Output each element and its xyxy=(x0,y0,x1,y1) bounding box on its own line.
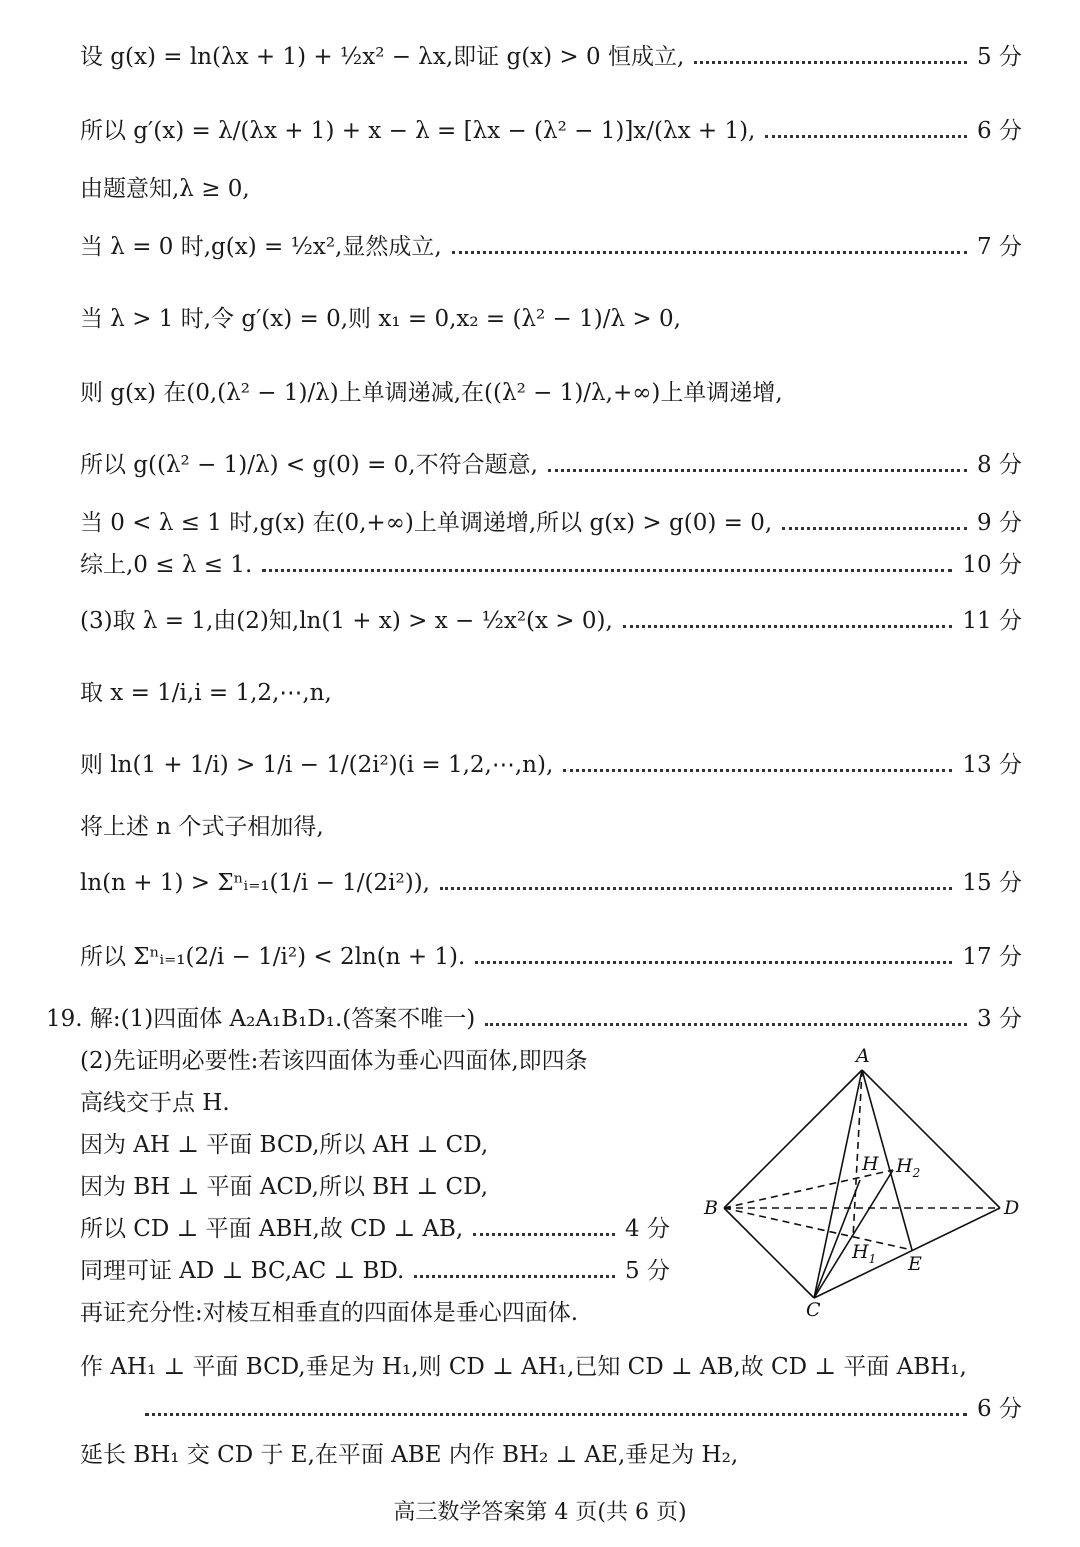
line-text: 因为 AH ⊥ 平面 BCD,所以 AH ⊥ CD, xyxy=(80,1132,489,1158)
answer-line xyxy=(80,304,1022,334)
dot-leader xyxy=(782,525,967,530)
answer-line xyxy=(80,1298,670,1328)
page-footer: 高三数学答案第 4 页(共 6 页) xyxy=(393,1500,687,1525)
segment-BH2 xyxy=(724,1170,893,1208)
line-text: 当 λ > 1 时,令 g′(x) = 0,则 x₁ = 0,x₂ = (λ² − 1)/λ > 0, xyxy=(80,306,681,332)
line-text: 则 g(x) 在(0,(λ² − 1)/λ)上单调递减,在((λ² − 1)/λ,+∞)上单调递增, xyxy=(80,380,783,406)
score-label: 3 分 xyxy=(977,1006,1022,1032)
line-text: 高线交于点 H. xyxy=(80,1090,230,1116)
answer-line xyxy=(80,508,1022,538)
edge-BC xyxy=(724,1208,814,1298)
answer-line xyxy=(80,750,1022,780)
score-label: 6 分 xyxy=(977,118,1022,144)
answer-line xyxy=(80,1440,1022,1470)
line-text: (3)取 λ = 1,由(2)知,ln(1 + x) > x − ½x²(x > 0), xyxy=(80,608,613,634)
line-text: 则 ln(1 + 1/i) > 1/i − 1/(2i²)(i = 1,2,⋯,n), xyxy=(80,752,554,778)
line-text: 所以 CD ⊥ 平面 ABH,故 CD ⊥ AB, xyxy=(80,1216,464,1242)
score-label: 5 分 xyxy=(977,44,1022,70)
score-label: 4 分 xyxy=(625,1216,670,1242)
line-text: 所以 g((λ² − 1)/λ) < g(0) = 0,不符合题意, xyxy=(80,452,538,478)
dot-leader xyxy=(262,567,952,572)
line-text: 再证充分性:对棱互相垂直的四面体是垂心四面体. xyxy=(80,1300,579,1326)
vertex-label-B: B xyxy=(704,1197,718,1219)
answer-line xyxy=(80,1256,670,1286)
answer-line xyxy=(80,1352,1022,1382)
line-text: 由题意知,λ ≥ 0, xyxy=(80,176,250,202)
dot-leader xyxy=(475,959,952,964)
score-label: 11 分 xyxy=(962,608,1022,634)
answer-line xyxy=(80,1214,670,1244)
line-text: 取 x = 1/i,i = 1,2,⋯,n, xyxy=(80,680,332,706)
answer-line xyxy=(80,378,1022,408)
line-text: 因为 BH ⊥ 平面 ACD,所以 BH ⊥ CD, xyxy=(80,1174,489,1200)
line-text: 19. 解:(1)四面体 A₂A₁B₁D₁.(答案不唯一) xyxy=(46,1006,476,1032)
dot-leader xyxy=(485,1021,967,1026)
answer-line xyxy=(80,450,1022,480)
score-label: 13 分 xyxy=(962,752,1022,778)
edge-AC xyxy=(814,1070,862,1298)
answer-line xyxy=(80,116,1022,146)
score-label: 17 分 xyxy=(962,944,1022,970)
point-label-E: E xyxy=(908,1253,922,1275)
answer-line xyxy=(80,868,1022,898)
dot-leader xyxy=(694,59,967,64)
line-text: 所以 g′(x) = λ/(λx + 1) + x − λ = [λx − (λ² − 1)]x/(λx + 1), xyxy=(80,118,756,144)
dot-leader xyxy=(563,767,952,772)
answer-line xyxy=(80,606,1022,636)
answer-line xyxy=(145,1394,1022,1424)
segment-BE xyxy=(724,1208,912,1250)
answer-line xyxy=(80,174,1022,204)
score-label: 15 分 xyxy=(962,870,1022,896)
score-label: 5 分 xyxy=(625,1258,670,1284)
answer-line xyxy=(80,678,1022,708)
score-label: 6 分 xyxy=(977,1396,1022,1422)
line-text: 延长 BH₁ 交 CD 于 E,在平面 ABE 内作 BH₂ ⊥ AE,垂足为 H₂, xyxy=(80,1442,739,1468)
score-label: 10 分 xyxy=(962,552,1022,578)
line-text: 当 0 < λ ≤ 1 时,g(x) 在(0,+∞)上单调递增,所以 g(x) > g(0) = 0, xyxy=(80,510,773,536)
answer-line xyxy=(46,1004,1022,1034)
edge-AB xyxy=(724,1070,862,1208)
answer-line xyxy=(80,1172,670,1202)
vertex-label-C: C xyxy=(806,1299,821,1320)
line-text: 当 λ = 0 时,g(x) = ½x²,显然成立, xyxy=(80,234,442,260)
answer-line xyxy=(80,42,1022,72)
answer-line xyxy=(80,942,1022,972)
point-label-H2: $H_2$ xyxy=(896,1155,921,1180)
dot-leader xyxy=(145,1411,967,1416)
vertex-label-A: A xyxy=(856,1045,870,1067)
line-text: ln(n + 1) > Σⁿᵢ₌₁(1/i − 1/(2i²)), xyxy=(80,870,430,896)
line-text: 所以 Σⁿᵢ₌₁(2/i − 1/i²) < 2ln(n + 1). xyxy=(80,944,466,970)
dot-leader xyxy=(548,467,967,472)
line-text: 综上,0 ≤ λ ≤ 1. xyxy=(80,552,253,578)
tetrahedron-diagram xyxy=(690,1040,1030,1320)
segment-CH xyxy=(814,1180,860,1298)
dot-leader xyxy=(623,623,953,628)
dot-leader xyxy=(452,249,967,254)
score-label: 7 分 xyxy=(977,234,1022,260)
dot-leader xyxy=(765,133,967,138)
answer-line xyxy=(80,232,1022,262)
answer-line xyxy=(80,1130,670,1160)
dot-leader xyxy=(414,1273,615,1278)
point-label-H1: $H_1$ xyxy=(852,1241,877,1266)
line-text: 作 AH₁ ⊥ 平面 BCD,垂足为 H₁,则 CD ⊥ AH₁,已知 CD ⊥ AB,故 CD ⊥ 平面 ABH₁, xyxy=(80,1354,967,1380)
dot-leader xyxy=(440,885,952,890)
line-text: 设 g(x) = ln(λx + 1) + ½x² − λx,即证 g(x) > 0 恒成立, xyxy=(80,44,685,70)
tetrahedron-figure xyxy=(690,1040,1030,1320)
line-text: 将上述 n 个式子相加得, xyxy=(80,814,324,840)
score-label: 8 分 xyxy=(977,452,1022,478)
point-label-H: H xyxy=(862,1153,879,1175)
vertex-label-D: D xyxy=(1004,1197,1020,1219)
score-label: 9 分 xyxy=(977,510,1022,536)
answer-line xyxy=(80,550,1022,580)
answer-line xyxy=(80,812,1022,842)
dot-leader xyxy=(473,1231,615,1236)
line-text: 同理可证 AD ⊥ BC,AC ⊥ BD. xyxy=(80,1258,405,1284)
line-text: (2)先证明必要性:若该四面体为垂心四面体,即四条 xyxy=(80,1048,588,1074)
answer-line xyxy=(80,1046,670,1076)
answer-line xyxy=(80,1088,670,1118)
